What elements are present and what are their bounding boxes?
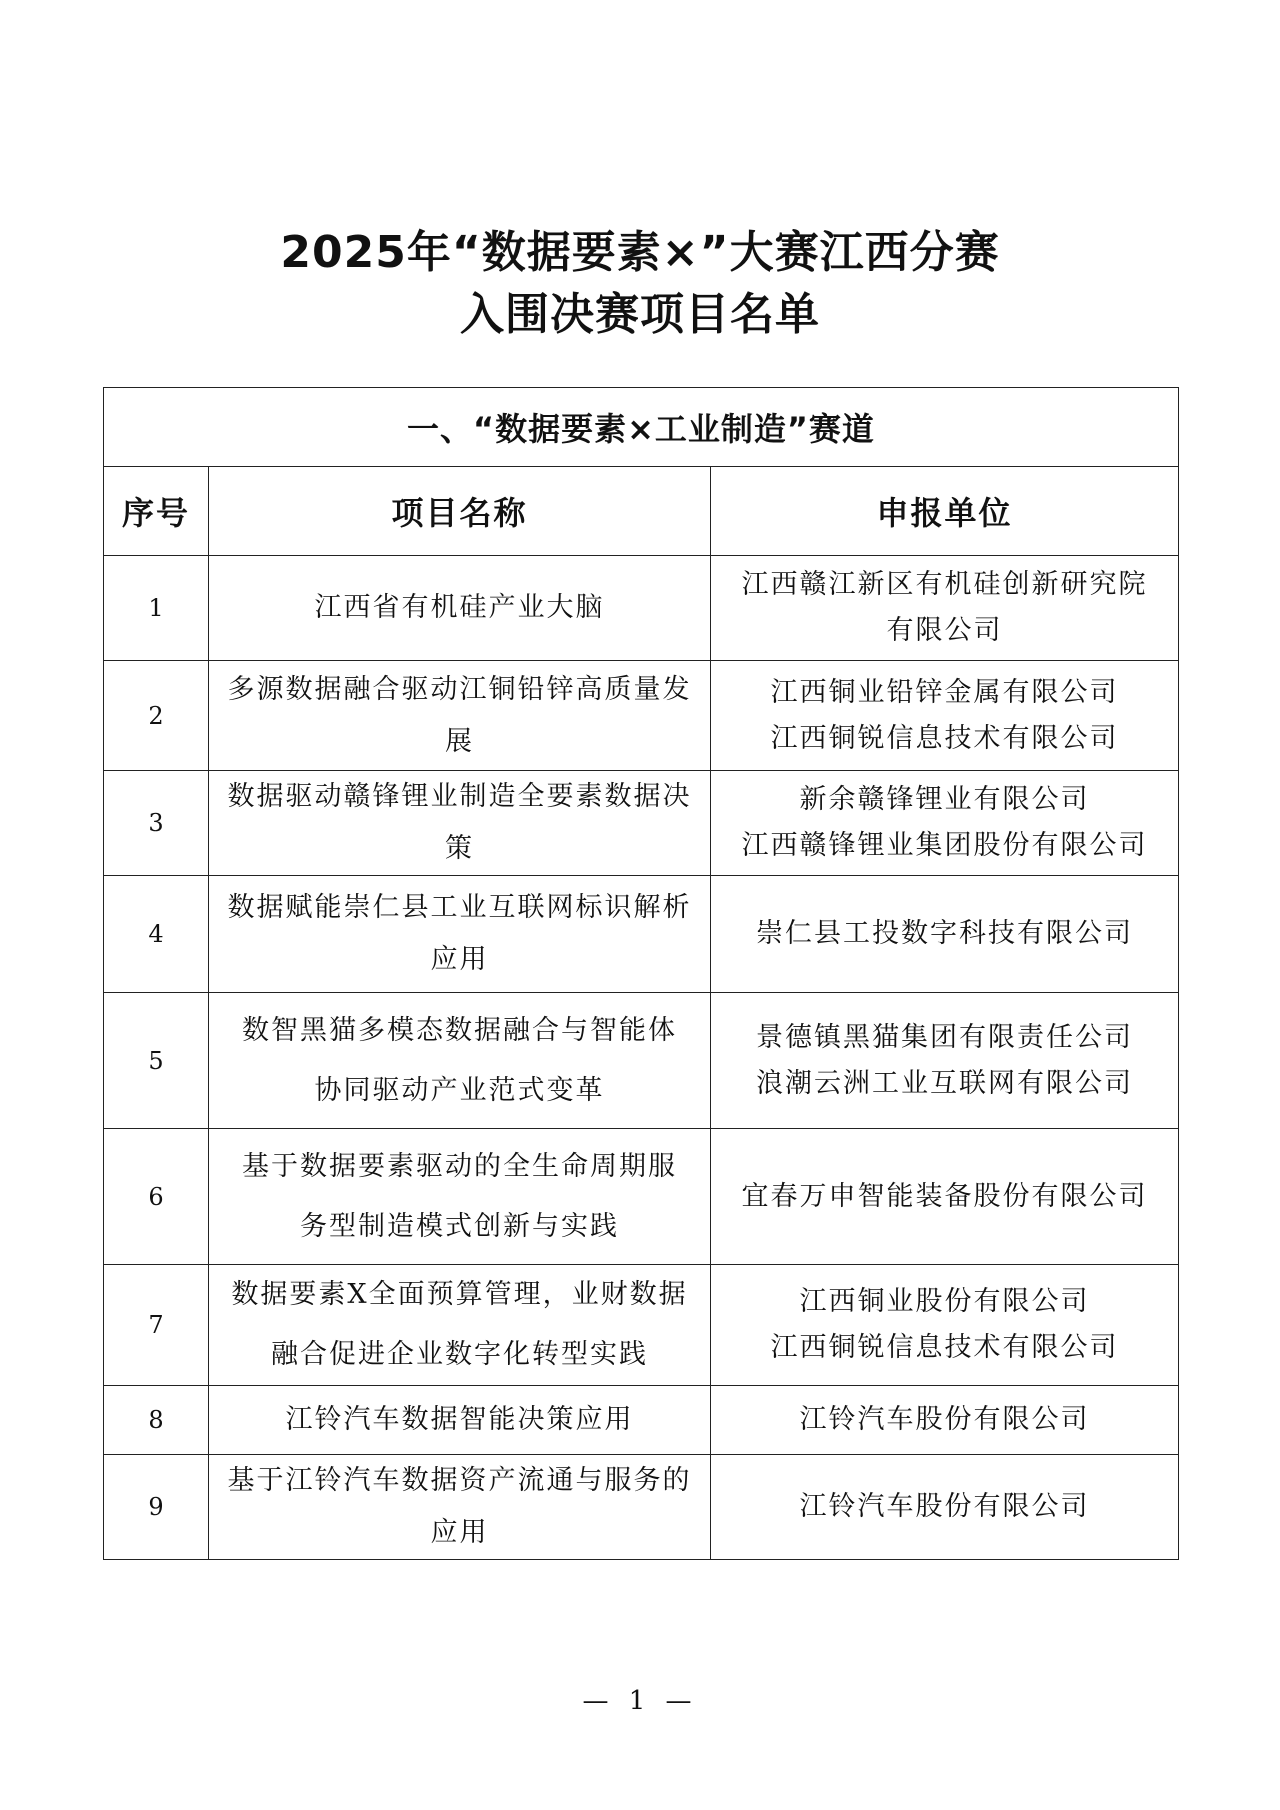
applicant-cell — [711, 1386, 1179, 1455]
project-name-line: 协同驱动产业范式变革 — [314, 1074, 605, 1106]
row-number: 4 — [104, 876, 209, 993]
row-number: 3 — [104, 771, 209, 876]
applicant-line: 崇仁县工投数字科技有限公司 — [756, 918, 1133, 949]
applicant-cell — [711, 993, 1179, 1129]
project-name-line: 务型制造模式创新与实践 — [300, 1210, 619, 1242]
project-name-cell — [209, 661, 711, 771]
title-line-2: 入围决赛项目名单 — [460, 289, 820, 340]
row-number: 5 — [104, 993, 209, 1129]
applicant-line: 江西铜业股份有限公司 — [799, 1286, 1090, 1317]
applicant-line: 江西铜锐信息技术有限公司 — [770, 1332, 1119, 1363]
project-name-cell — [209, 556, 711, 661]
applicant-line: 江西铜锐信息技术有限公司 — [770, 722, 1119, 754]
project-name-cell — [209, 1455, 711, 1560]
table-row — [104, 1129, 1179, 1265]
project-name-line: 数据要素X全面预算管理，业财数据 — [231, 1279, 688, 1310]
column-header-project-name: 项目名称 — [209, 467, 711, 556]
applicant-line: 江铃汽车股份有限公司 — [799, 1404, 1090, 1435]
project-name-cell — [209, 1386, 711, 1455]
row-number: 6 — [104, 1129, 209, 1265]
column-header-row — [104, 467, 1179, 556]
applicant-line: 江西赣锋锂业集团股份有限公司 — [741, 830, 1148, 861]
project-list-table — [103, 387, 1179, 1560]
applicant-cell — [711, 771, 1179, 876]
applicant-line: 江铃汽车股份有限公司 — [799, 1491, 1090, 1522]
table-row — [104, 771, 1179, 876]
title-line-1: 2025年“数据要素×”大赛江西分赛 — [280, 227, 1000, 278]
project-name-line: 多源数据融合驱动江铜铅锌高质量发展 — [227, 673, 692, 757]
applicant-cell — [711, 876, 1179, 993]
project-name-cell — [209, 876, 711, 993]
project-name-line: 基于江铃汽车数据资产流通与服务的应用 — [227, 1465, 692, 1548]
project-name-line: 数据驱动赣锋锂业制造全要素数据决策 — [227, 781, 692, 864]
applicant-line: 浪潮云洲工业互联网有限公司 — [756, 1067, 1133, 1099]
table-row — [104, 1265, 1179, 1386]
applicant-cell — [711, 1129, 1179, 1265]
column-header-applicant: 申报单位 — [711, 467, 1179, 556]
row-number: 2 — [104, 661, 209, 771]
applicant-cell — [711, 661, 1179, 771]
row-number: 9 — [104, 1455, 209, 1560]
applicant-cell — [711, 1455, 1179, 1560]
project-name-line: 江西省有机硅产业大脑 — [314, 592, 605, 623]
table-row — [104, 661, 1179, 771]
project-name-cell — [209, 1265, 711, 1386]
section-title: 一、“数据要素×工业制造”赛道 — [104, 388, 1179, 467]
project-name-line: 融合促进企业数字化转型实践 — [271, 1339, 648, 1370]
project-name-line: 数据赋能崇仁县工业互联网标识解析应用 — [227, 892, 692, 975]
table-row — [104, 993, 1179, 1129]
applicant-cell — [711, 556, 1179, 661]
project-name-line: 江铃汽车数据智能决策应用 — [285, 1404, 634, 1435]
row-number: 8 — [104, 1386, 209, 1455]
table-row — [104, 1386, 1179, 1455]
project-name-cell — [209, 1129, 711, 1265]
table-row — [104, 1455, 1179, 1560]
applicant-line: 江西赣江新区有机硅创新研究院 — [741, 569, 1148, 600]
applicant-line: 江西铜业铅锌金属有限公司 — [770, 676, 1119, 708]
row-number: 1 — [104, 556, 209, 661]
document-title — [0, 222, 1280, 346]
column-header-number: 序号 — [104, 467, 209, 556]
project-name-line: 数智黑猫多模态数据融合与智能体 — [242, 1014, 677, 1046]
applicant-line: 景德镇黑猫集团有限责任公司 — [756, 1021, 1133, 1053]
page-number: — 1 — — [582, 1686, 698, 1716]
row-number: 7 — [104, 1265, 209, 1386]
applicant-line: 新余赣锋锂业有限公司 — [799, 784, 1090, 815]
applicant-line: 有限公司 — [886, 615, 1003, 646]
project-name-line: 基于数据要素驱动的全生命周期服 — [242, 1150, 677, 1182]
applicant-cell — [711, 1265, 1179, 1386]
project-name-cell — [209, 993, 711, 1129]
applicant-line: 宜春万申智能装备股份有限公司 — [741, 1180, 1148, 1212]
table-row — [104, 556, 1179, 661]
table-row — [104, 876, 1179, 993]
table-body — [104, 556, 1179, 1560]
section-header-row — [104, 388, 1179, 467]
project-name-cell — [209, 771, 711, 876]
